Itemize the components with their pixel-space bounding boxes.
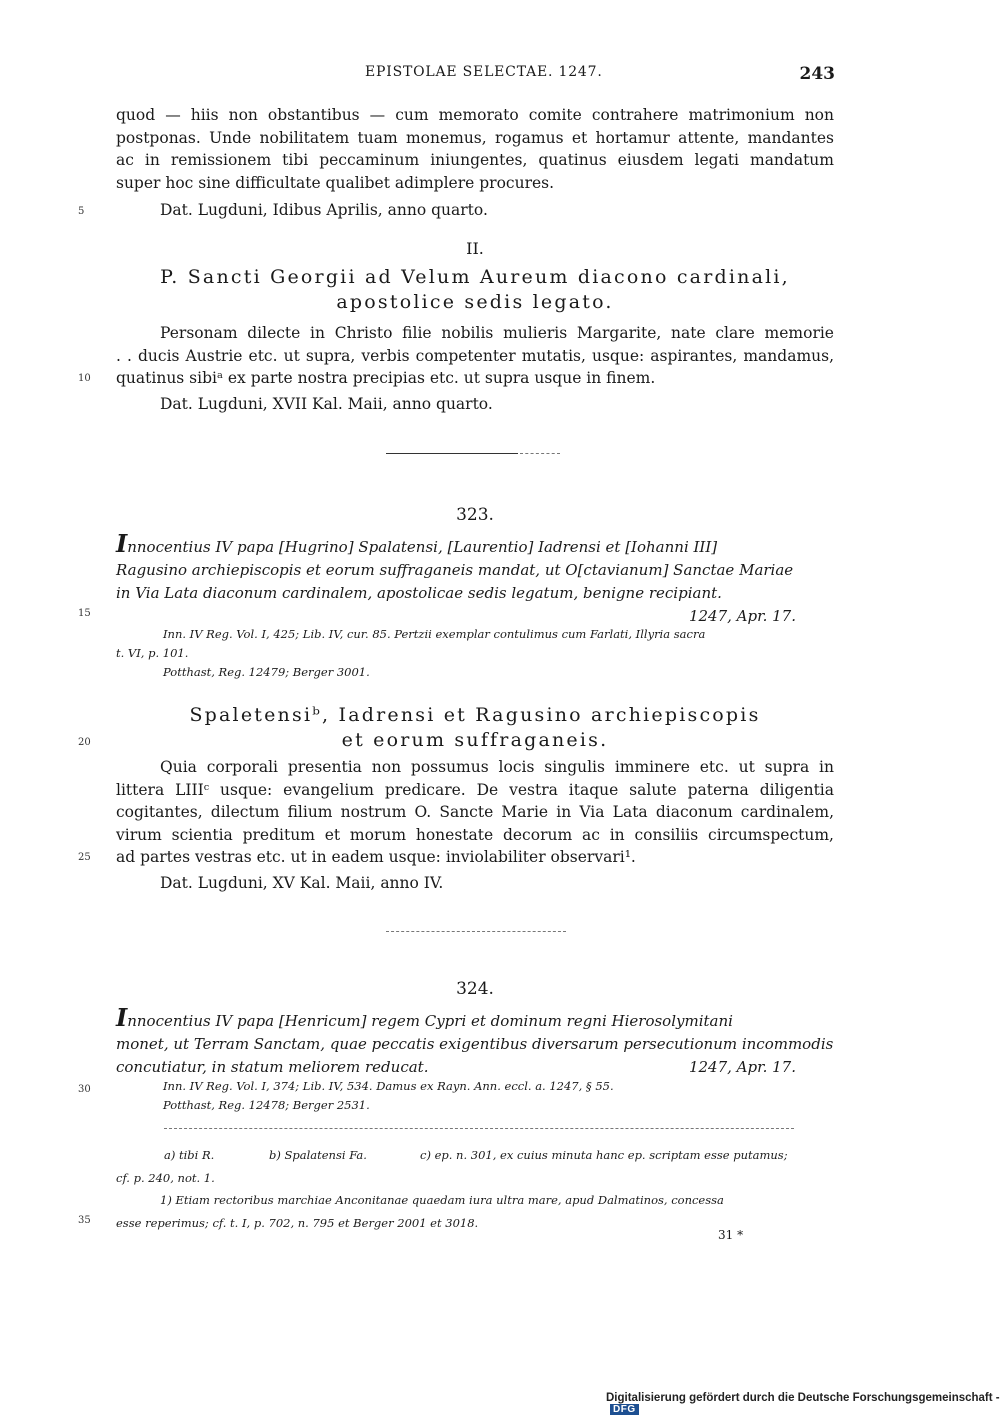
text-line: littera LIIIᶜ usque: evangelium predicare. De vestra itaque salute paterna diligentia bbox=[116, 780, 834, 799]
line-number: 10 bbox=[78, 373, 91, 384]
text-line: virum scientia preditum et morum honestate decorum ac in consiliis circumspectum, bbox=[116, 825, 834, 844]
text-line: Quia corporali presentia non possumus locis singulis imminere etc. ut supra in bbox=[160, 758, 834, 776]
letter-number: 323. bbox=[456, 505, 494, 525]
text-line: ad partes vestras etc. ut in eadem usque: inviolabiliter observari¹. bbox=[116, 848, 636, 866]
summary-line: concutiatur, in statum meliorem reducat. bbox=[116, 1058, 429, 1076]
line-number: 15 bbox=[78, 608, 91, 619]
footnote-a: a) tibi R. bbox=[164, 1148, 215, 1162]
source-line: Potthast, Reg. 12479; Berger 3001. bbox=[163, 665, 370, 679]
drop-initial: I bbox=[116, 1003, 128, 1032]
line-number: 5 bbox=[78, 206, 85, 217]
footnote-1: 1) Etiam rectoribus marchiae Anconitanae quaedam iura ultra mare, apud Dalmatinos, concessa bbox=[160, 1193, 724, 1207]
address-line: P. Sancti Georgii ad Velum Aureum diacono cardinali, bbox=[160, 266, 790, 288]
footnote-separator bbox=[164, 1128, 794, 1129]
section2-dat-line: Dat. Lugduni, XVII Kal. Maii, anno quarto. bbox=[160, 395, 493, 413]
text-line: postponas. Unde nobilitatem tuam monemus, rogamus et hortamur attente, mandantes bbox=[116, 128, 834, 147]
text-line: cogitantes, dilectum filium nostrum O. Sancte Marie in Via Lata diaconum cardinalem, bbox=[116, 803, 834, 821]
summary-line: Ragusino archiepiscopis et eorum suffraganeis mandat, ut O[ctavianum] Sanctae Mariae bbox=[116, 561, 794, 579]
dfg-logo: DFG bbox=[610, 1404, 639, 1415]
letter323-sources bbox=[116, 625, 834, 682]
page-number: 243 bbox=[799, 64, 835, 84]
section2-address bbox=[116, 265, 834, 315]
source-line: Inn. IV Reg. Vol. I, 374; Lib. IV, 534. Damus ex Rayn. Ann. eccl. a. 1247, § 55. bbox=[163, 1079, 614, 1093]
footnotes-letter bbox=[116, 1144, 834, 1190]
summary-line: monet, ut Terram Sanctam, quae peccatis exigentibus diversarum persecutionum incommodis bbox=[116, 1035, 834, 1053]
letter-date: 1247, Apr. 17. bbox=[688, 1058, 796, 1076]
letter324-sources bbox=[163, 1077, 834, 1115]
text-line: Personam dilecte in Christo filie nobilis mulieris Margarite, nate clare memorie bbox=[160, 324, 834, 342]
summary-line: nnocentius IV papa [Henricum] regem Cypri et dominum regni Hierosolymitani bbox=[127, 1012, 733, 1030]
section-divider bbox=[386, 931, 566, 932]
line-number: 25 bbox=[78, 852, 91, 863]
letter323-summary bbox=[116, 529, 834, 628]
gathering-signature: 31 * bbox=[718, 1228, 744, 1242]
section2-paragraph bbox=[116, 322, 834, 390]
running-title: EPISTOLAE SELECTAE. 1247. bbox=[365, 64, 603, 80]
section-divider bbox=[386, 453, 518, 454]
letter323-dat-line: Dat. Lugduni, XV Kal. Maii, anno IV. bbox=[160, 874, 444, 892]
text-line: ac in remissionem tibi peccaminum iniungentes, quatinus eiusdem legati mandatum bbox=[116, 151, 834, 169]
address-line: apostolice sedis legato. bbox=[336, 291, 614, 313]
footnote-1-cont: esse reperimus; cf. t. I, p. 702, n. 795 et Berger 2001 et 3018. bbox=[116, 1216, 479, 1230]
footnote-b: b) Spalatensi Fa. bbox=[269, 1148, 367, 1162]
letter323-body bbox=[116, 756, 834, 869]
footnote-c: c) ep. n. 301, ex cuius minuta hanc ep. scriptam esse putamus; bbox=[420, 1148, 788, 1162]
text-line: quod — hiis non obstantibus — cum memorato comite contrahere matrimonium non bbox=[116, 106, 834, 124]
text-line: quatinus sibiᵃ ex parte nostra precipias etc. ut supra usque in finem. bbox=[116, 369, 656, 387]
digitization-text: Digitalisierung gefördert durch die Deutsche Forschungsgemeinschaft - bbox=[606, 1392, 1000, 1404]
address-line: et eorum suffraganeis. bbox=[341, 729, 609, 751]
source-line: t. VI, p. 101. bbox=[116, 646, 189, 660]
section-divider-dash bbox=[520, 453, 560, 454]
text-line: . . ducis Austrie etc. ut supra, verbis competenter mutatis, usque: aspirantes, mandamus, bbox=[116, 346, 834, 365]
drop-initial: I bbox=[116, 529, 128, 558]
source-line: Inn. IV Reg. Vol. I, 425; Lib. IV, cur. 85. Pertzii exemplar contulimus cum Farlati, Illyria sacra bbox=[163, 627, 706, 641]
digitization-notice bbox=[606, 1392, 1000, 1416]
summary-line: nnocentius IV papa [Hugrino] Spalatensi, [Laurentio] Iadrensi et [Iohanni III] bbox=[127, 538, 718, 556]
letter324-summary bbox=[116, 1003, 834, 1079]
summary-line: in Via Lata diaconum cardinalem, apostolicae sedis legatum, benigne recipiant. bbox=[116, 584, 722, 602]
letter323-address bbox=[116, 703, 834, 753]
line-number: 20 bbox=[78, 737, 91, 748]
section-numeral: II. bbox=[466, 239, 484, 258]
text-line: super hoc sine difficultate qualibet adimplere procures. bbox=[116, 173, 555, 192]
page-header bbox=[115, 64, 835, 88]
letter-number: 324. bbox=[456, 979, 494, 999]
letter-date: 1247, Apr. 17. bbox=[688, 607, 796, 625]
footnote-c-cont: cf. p. 240, not. 1. bbox=[116, 1171, 215, 1185]
source-line: Potthast, Reg. 12478; Berger 2531. bbox=[163, 1098, 370, 1112]
opening-paragraph bbox=[116, 104, 834, 194]
opening-dat-line: Dat. Lugduni, Idibus Aprilis, anno quarto. bbox=[160, 201, 488, 219]
line-number: 30 bbox=[78, 1084, 91, 1095]
line-number: 35 bbox=[78, 1215, 91, 1226]
address-line: Spaletensiᵇ, Iadrensi et Ragusino archiepiscopis bbox=[189, 704, 761, 726]
